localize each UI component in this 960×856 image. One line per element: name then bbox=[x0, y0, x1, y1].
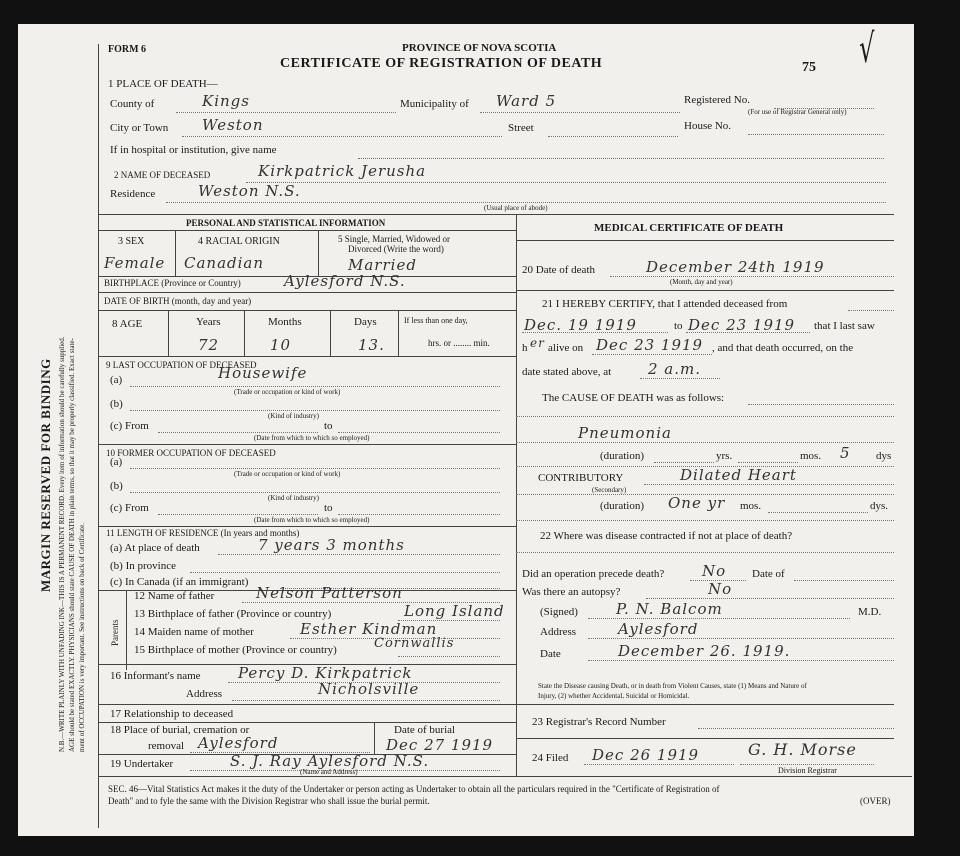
race-value: Canadian bbox=[184, 254, 265, 272]
left-rule bbox=[98, 44, 99, 828]
municipality-value: Ward 5 bbox=[496, 92, 557, 110]
marital-label-2: Divorced (Write the word) bbox=[348, 244, 444, 254]
burial-date-value: Dec 27 1919 bbox=[386, 736, 494, 754]
secondary-note: (Secondary) bbox=[592, 486, 627, 494]
last-occ-a-value: Housewife bbox=[218, 364, 308, 382]
cause-mos-value: 5 bbox=[840, 444, 851, 462]
relationship-label: 17 Relationship to deceased bbox=[110, 708, 234, 720]
age-months-label: Months bbox=[268, 316, 302, 328]
sex-label: 3 SEX bbox=[118, 236, 145, 247]
contrib-duration-label: (duration) bbox=[600, 500, 644, 512]
column-divider bbox=[516, 214, 517, 776]
age-months-value: 10 bbox=[270, 336, 292, 354]
age-years-value: 72 bbox=[198, 336, 220, 354]
violent-note-1: State the Disease causing Death, or in death from Violent Causes, state (1) Means and Nature of bbox=[538, 682, 807, 690]
last-occ-a-label: (a) bbox=[110, 374, 123, 386]
check-mark: √ bbox=[859, 26, 875, 72]
former-occ-c-note: (Date from which to which so employed) bbox=[254, 516, 370, 524]
burial-place-value: Aylesford bbox=[198, 734, 279, 752]
former-occ-b-note: (Kind of industry) bbox=[268, 494, 319, 502]
form-number: FORM 6 bbox=[108, 44, 147, 55]
section-rule bbox=[98, 214, 894, 215]
father-birth-value: Long Island bbox=[404, 602, 505, 620]
division-registrar-label: Division Registrar bbox=[778, 766, 837, 775]
record-number-label: 23 Registrar's Record Number bbox=[532, 716, 666, 728]
alive-on-value: Dec 23 1919 bbox=[596, 336, 704, 354]
violent-note-2: Injury, (2) whether Accidental, Suicidal or Homicidal. bbox=[538, 692, 690, 700]
over-label: (OVER) bbox=[860, 796, 891, 806]
footer-line-2: Death" and to fyle the same with the Division Registrar who shall issue the burial permit. bbox=[108, 796, 430, 806]
attended-to-label: to bbox=[674, 320, 683, 332]
father-value: Nelson Patterson bbox=[256, 584, 403, 602]
registered-note: (For use of Registrar General only) bbox=[748, 108, 847, 116]
margin-note-2: AGE should be stated EXACTLY. PHYSICIANS should state CAUSE OF DEATH in plain terms, so that it may be properly classified. Exact state- bbox=[68, 338, 76, 752]
certificate-title: CERTIFICATE OF REGISTRATION OF DEATH bbox=[280, 56, 603, 71]
sex-value: Female bbox=[104, 254, 166, 272]
last-occ-b-label: (b) bbox=[110, 398, 123, 410]
mother-value: Esther Kindman bbox=[300, 620, 438, 638]
last-saw-label: that I last saw bbox=[814, 320, 875, 332]
burial-removal-label: removal bbox=[148, 740, 185, 752]
less-day-label: If less than one day, bbox=[404, 316, 468, 325]
doctor-address-value: Aylesford bbox=[618, 620, 699, 638]
last-occ-a-note: (Trade or occupation or kind of work) bbox=[234, 388, 341, 396]
mother-label: 14 Maiden name of mother bbox=[134, 626, 254, 638]
county-label: County of bbox=[110, 98, 155, 110]
footer-rule bbox=[98, 776, 912, 777]
former-occ-a-label: (a) bbox=[110, 456, 123, 468]
cause-value: Pneumonia bbox=[578, 424, 672, 442]
operation-value: No bbox=[702, 562, 727, 580]
undertaker-note: (Name and Address) bbox=[300, 768, 358, 776]
residence-value: Weston N.S. bbox=[198, 182, 301, 200]
father-birth-label: 13 Birthplace of father (Province or country) bbox=[134, 608, 332, 620]
residence-length-heading: 11 LENGTH OF RESIDENCE (In years and months) bbox=[106, 528, 300, 538]
death-occurred-label: , and that death occurred, on the bbox=[712, 342, 854, 354]
informant-address-label: Address bbox=[186, 688, 223, 700]
certificate-number: 75 bbox=[802, 60, 816, 75]
informant-label: 16 Informant's name bbox=[110, 670, 201, 682]
attended-from-value: Dec. 19 1919 bbox=[524, 316, 637, 334]
burial-place-label: 18 Place of burial, cremation or bbox=[110, 724, 250, 736]
alive-pronoun-value: er bbox=[530, 336, 545, 350]
res-a-label: (a) At place of death bbox=[110, 542, 200, 554]
marital-value: Married bbox=[348, 256, 417, 274]
footer-line-1: SEC. 46—Vital Statistics Act makes it the duty of the Undertaker or person acting as Undertaker to obtain all the particulars required in the "Certificate of Registration of bbox=[108, 784, 720, 794]
parents-side-label: Parents bbox=[110, 619, 120, 646]
residence-label: Residence bbox=[110, 188, 156, 200]
house-label: House No. bbox=[684, 120, 732, 132]
registrar-signature: G. H. Morse bbox=[748, 740, 857, 759]
signed-value: P. N. Balcom bbox=[616, 600, 723, 618]
residence-note: (Usual place of abode) bbox=[484, 204, 548, 212]
former-occ-c-label: (c) From bbox=[110, 502, 149, 514]
age-label: 8 AGE bbox=[112, 318, 143, 330]
filed-label: 24 Filed bbox=[532, 752, 569, 764]
autopsy-label: Was there an autopsy? bbox=[522, 586, 621, 598]
res-b-label: (b) In province bbox=[110, 560, 176, 572]
personal-heading: PERSONAL AND STATISTICAL INFORMATION bbox=[186, 218, 386, 228]
cause-mos-label: mos. bbox=[800, 450, 822, 462]
registered-label: Registered No. bbox=[684, 94, 750, 106]
signed-label: (Signed) bbox=[540, 606, 578, 618]
cause-duration-label: (duration) bbox=[600, 450, 644, 462]
filed-value: Dec 26 1919 bbox=[592, 746, 700, 764]
county-value: Kings bbox=[202, 92, 250, 110]
last-occ-to-label: to bbox=[324, 420, 333, 432]
mother-birth-value: Cornwallis bbox=[374, 636, 455, 651]
province-heading: PROVINCE OF NOVA SCOTIA bbox=[402, 42, 557, 54]
autopsy-value: No bbox=[708, 580, 733, 598]
race-label: 4 RACIAL ORIGIN bbox=[198, 236, 280, 247]
city-value: Weston bbox=[202, 116, 264, 134]
last-occupation-heading: 9 LAST OCCUPATION OF DECEASED bbox=[106, 360, 257, 370]
last-occ-c-label: (c) From bbox=[110, 420, 149, 432]
informant-value: Percy D. Kirkpatrick bbox=[238, 664, 413, 682]
name-label: 2 NAME OF DECEASED bbox=[114, 170, 211, 180]
operation-label: Did an operation precede death? bbox=[522, 568, 665, 580]
undertaker-value: S. J. Ray Aylesford N.S. bbox=[230, 752, 430, 770]
contrib-mos-label: mos. bbox=[740, 500, 762, 512]
contrib-dys-label: dys. bbox=[870, 500, 889, 512]
md-label: M.D. bbox=[858, 606, 882, 618]
birthplace-value: Aylesford N.S. bbox=[284, 272, 406, 290]
death-date-value: December 24th 1919 bbox=[646, 258, 825, 276]
certify-text: 21 I HEREBY CERTIFY, that I attended deceased from bbox=[542, 298, 788, 310]
father-label: 12 Name of father bbox=[134, 590, 215, 602]
undertaker-label: 19 Undertaker bbox=[110, 758, 174, 770]
cause-yrs-label: yrs. bbox=[716, 450, 733, 462]
death-date-note: (Month, day and year) bbox=[670, 278, 733, 286]
doctor-date-value: December 26. 1919. bbox=[618, 642, 791, 660]
street-label: Street bbox=[508, 122, 534, 134]
former-occ-b-label: (b) bbox=[110, 480, 123, 492]
res-a-value: 7 years 3 months bbox=[258, 536, 405, 554]
margin-binding-label: MARGIN RESERVED FOR BINDING bbox=[38, 358, 53, 592]
hrs-min-label: hrs. or ........ min. bbox=[428, 338, 490, 348]
death-date-label: 20 Date of death bbox=[522, 264, 595, 276]
municipality-label: Municipality of bbox=[400, 98, 469, 110]
contrib-duration-value: One yr bbox=[668, 494, 726, 512]
last-occ-b-note: (Kind of industry) bbox=[268, 412, 319, 420]
mother-birth-label: 15 Birthplace of mother (Province or country) bbox=[134, 644, 337, 656]
margin-note-1: N.B.—WRITE PLAINLY WITH UNFADING INK—THIS IS A PERMANENT RECORD. Every item of information should be carefully supplied. bbox=[58, 336, 66, 752]
medical-heading: MEDICAL CERTIFICATE OF DEATH bbox=[594, 222, 784, 234]
alive-prefix: h bbox=[522, 342, 528, 354]
contributory-label: CONTRIBUTORY bbox=[538, 472, 624, 484]
contracted-label: 22 Where was disease contracted if not at place of death? bbox=[540, 530, 793, 542]
certificate-page bbox=[18, 24, 914, 836]
former-occ-a-note: (Trade or occupation or kind of work) bbox=[234, 470, 341, 478]
attended-to-value: Dec 23 1919 bbox=[688, 316, 796, 334]
cause-label: The CAUSE OF DEATH was as follows: bbox=[542, 392, 725, 404]
res-c-label: (c) In Canada (if an immigrant) bbox=[110, 576, 249, 588]
former-occ-to-label: to bbox=[324, 502, 333, 514]
dob-label: DATE OF BIRTH (month, day and year) bbox=[104, 296, 252, 306]
margin-note-3: ment of OCCUPATION is very important. See instructions on back of Certificate. bbox=[78, 523, 86, 752]
death-time-value: 2 a.m. bbox=[648, 360, 702, 378]
doctor-date-label: Date bbox=[540, 648, 561, 660]
age-years-label: Years bbox=[196, 316, 221, 328]
marital-label-1: 5 Single, Married, Widowed or bbox=[338, 234, 450, 244]
date-of-label: Date of bbox=[752, 568, 785, 580]
birthplace-label: BIRTHPLACE (Province or Country) bbox=[104, 278, 241, 288]
hospital-label: If in hospital or institution, give name bbox=[110, 144, 277, 156]
age-days-value: 13. bbox=[358, 336, 385, 354]
age-days-label: Days bbox=[354, 316, 377, 328]
cause-dys-label: dys bbox=[876, 450, 892, 462]
doctor-address-label: Address bbox=[540, 626, 577, 638]
place-heading: 1 PLACE OF DEATH— bbox=[108, 78, 218, 90]
alive-on-label: alive on bbox=[548, 342, 584, 354]
date-stated-label: date stated above, at bbox=[522, 366, 612, 378]
name-value: Kirkpatrick Jerusha bbox=[258, 162, 427, 180]
city-label: City or Town bbox=[110, 122, 169, 134]
informant-address-value: Nicholsville bbox=[318, 680, 420, 698]
contributory-value: Dilated Heart bbox=[680, 466, 797, 484]
former-occupation-heading: 10 FORMER OCCUPATION OF DECEASED bbox=[106, 448, 276, 458]
last-occ-c-note: (Date from which to which so employed) bbox=[254, 434, 370, 442]
burial-date-label: Date of burial bbox=[394, 724, 456, 736]
